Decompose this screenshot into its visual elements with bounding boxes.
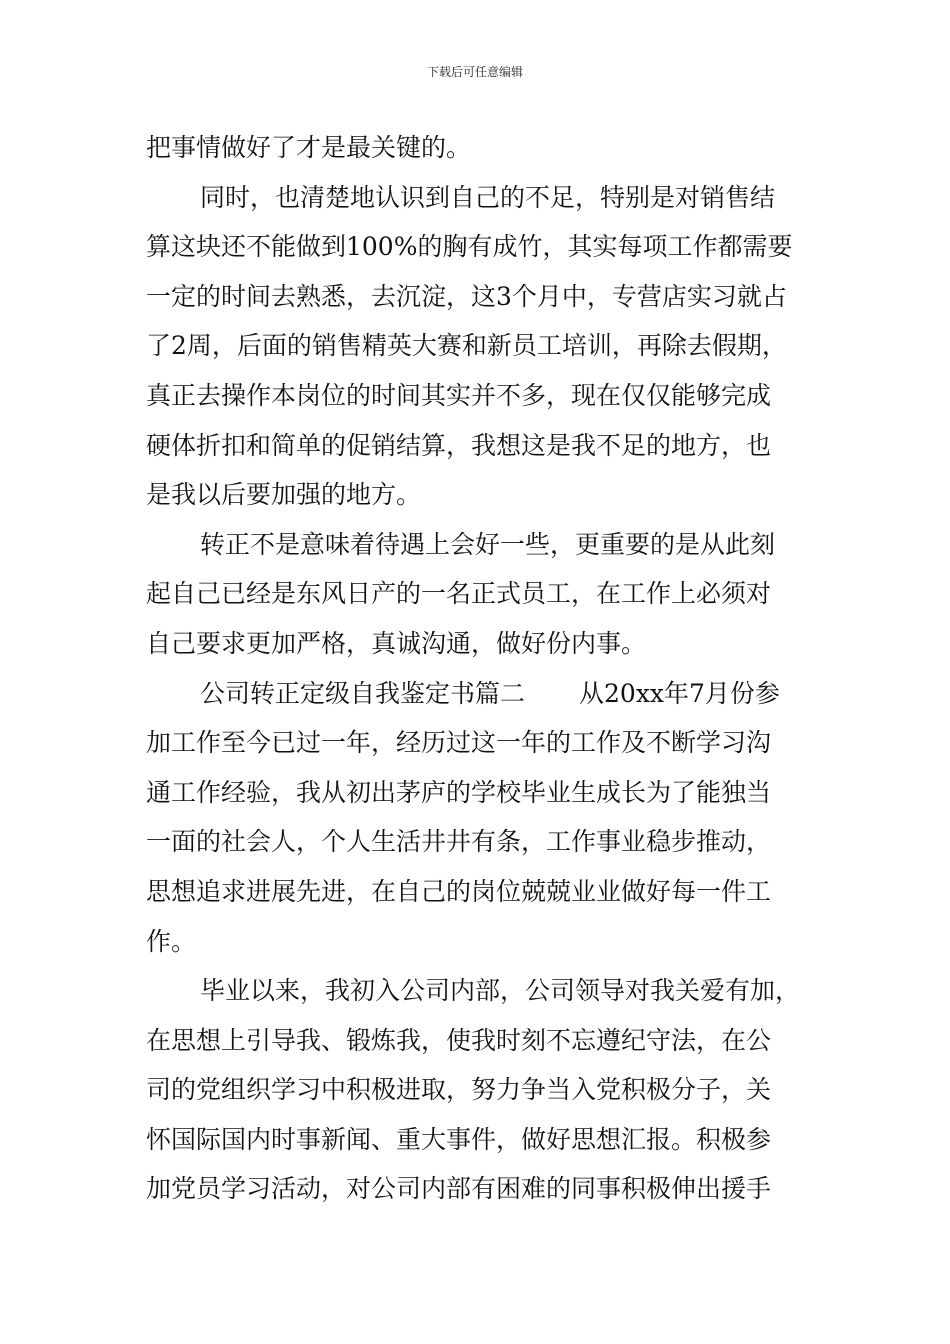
text-line-16: 思想追求进展先进，在自己的岗位兢兢业业做好每一件工	[146, 876, 772, 906]
page-header: 下载后可任意编辑	[426, 65, 523, 79]
text-line-13: 加工作至今已过一年，经历过这一年的工作及不断学习沟	[146, 728, 772, 758]
section-intro-text: 从20xx年7月份参	[579, 678, 780, 708]
text-line-17: 作。	[146, 926, 197, 956]
document-body	[146, 123, 816, 1214]
text-line-3: 算这块还不能做到100%的胸有成竹，其实每项工作都需要	[146, 232, 793, 262]
section-heading: 公司转正定级自我鉴定书篇二	[200, 678, 526, 708]
text-line-12	[146, 669, 816, 719]
text-line-22: 加党员学习活动，对公司内部有困难的同事积极伸出援手	[146, 1174, 772, 1204]
text-line-9: 转正不是意味着待遇上会好一些，更重要的是从此刻	[200, 529, 776, 559]
text-line-1: 把事情做好了才是最关键的。	[146, 133, 472, 162]
text-line-6: 真正去操作本岗位的时间其实并不多，现在仅仅能够完成	[146, 380, 772, 410]
text-line-20: 司的党组织学习中积极进取，努力争当入党积极分子，关	[146, 1075, 772, 1105]
text-line-14: 通工作经验，我从初出茅庐的学校毕业生成长为了能独当	[146, 777, 772, 807]
text-line-19: 在思想上引导我、锻炼我，使我时刻不忘遵纪守法，在公	[146, 1025, 772, 1055]
text-line-2: 同时，也清楚地认识到自己的不足，特别是对销售结	[200, 182, 776, 212]
text-line-15: 一面的社会人，个人生活井井有条，工作事业稳步推动，	[146, 827, 772, 857]
text-line-5: 了2周，后面的销售精英大赛和新员工培训，再除去假期，	[146, 331, 787, 361]
text-line-8: 是我以后要加强的地方。	[146, 480, 422, 510]
text-line-21: 怀国际国内时事新闻、重大事件，做好思想汇报。积极参	[146, 1124, 772, 1154]
text-line-11: 自己要求更加严格，真诚沟通，做好份内事。	[146, 628, 647, 658]
text-line-4: 一定的时间去熟悉，去沉淀，这3个月中，专营店实习就占	[146, 281, 787, 311]
text-line-18: 毕业以来，我初入公司内部，公司领导对我关爱有加，	[200, 976, 801, 1006]
text-line-7: 硬体折扣和简单的促销结算，我想这是我不足的地方，也	[146, 430, 772, 460]
text-line-10: 起自己已经是东风日产的一名正式员工，在工作上必须对	[146, 579, 772, 609]
